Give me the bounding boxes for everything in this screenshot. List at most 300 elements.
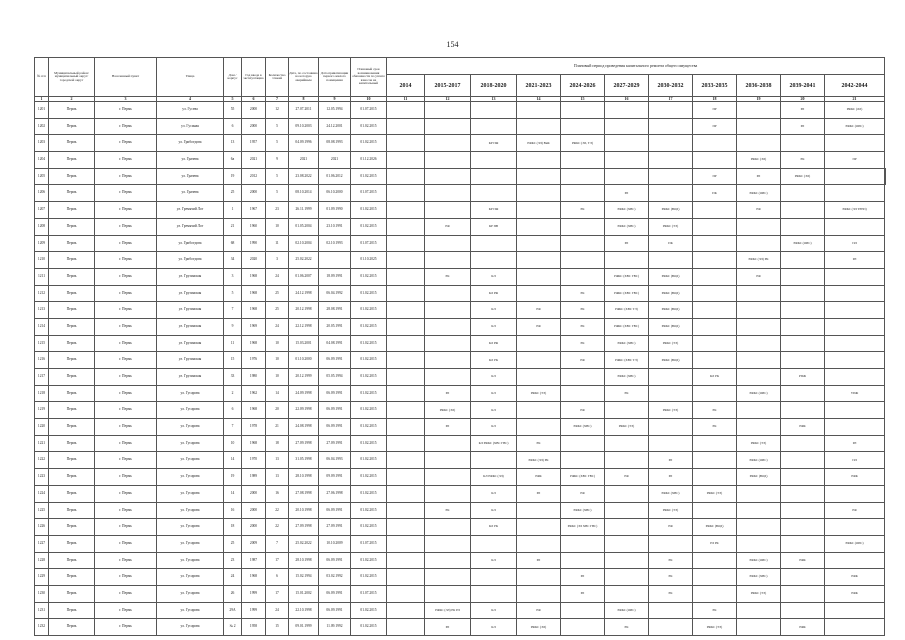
cell-house: 29А	[224, 602, 242, 619]
cell-num: 1219	[35, 402, 49, 419]
cell-date-privatization: 01.06.2012	[319, 168, 351, 185]
column-number: 6	[242, 97, 266, 102]
cell-house: 26	[224, 585, 242, 602]
cell-work: РФКС (ХВС)	[649, 485, 693, 502]
cell-work	[605, 168, 649, 185]
cell-house: 21	[224, 218, 242, 235]
cell-planned: 01.02.2015	[351, 135, 387, 152]
cell-num: 1211	[35, 268, 49, 285]
cell-work: РЛ	[649, 469, 693, 486]
cell-work: РЛ	[649, 452, 693, 469]
cell-street: ул. Гусарова	[157, 485, 224, 502]
cell-work: РЛ	[561, 569, 605, 586]
table-row	[35, 118, 886, 135]
cell-work	[781, 285, 825, 302]
cell-floors: 12	[266, 102, 289, 119]
cell-work	[387, 619, 425, 636]
cell-work: ПЛ	[825, 235, 885, 252]
cell-work	[387, 268, 425, 285]
cell-work	[693, 252, 737, 269]
cell-work	[561, 385, 605, 402]
cell-num: 1224	[35, 485, 49, 502]
table-row	[35, 185, 886, 202]
cell-work	[781, 519, 825, 536]
column-number: 4	[157, 97, 224, 102]
cell-date-emergency: 27.08.1998	[289, 485, 319, 502]
cell-work: РФ	[517, 302, 561, 319]
cell-work: ПР	[693, 168, 737, 185]
cell-street: ул. Грибоедова	[157, 252, 224, 269]
cell-year: 1968	[242, 435, 266, 452]
cell-work: УПЖ	[825, 385, 885, 402]
cell-work	[781, 452, 825, 469]
cell-district: Пермь	[49, 302, 95, 319]
cell-work	[649, 419, 693, 436]
table-row	[35, 135, 886, 152]
cell-work: РФКС (ЭЛ) РК	[517, 452, 561, 469]
column-number: 16	[605, 97, 649, 102]
cell-settlement: г. Пермь	[95, 569, 157, 586]
cell-work: КЛ РК	[471, 352, 517, 369]
cell-work: РФКС (ЭЛ)	[781, 168, 825, 185]
cell-district: Пермь	[49, 202, 95, 219]
cell-house: 6а	[224, 152, 242, 169]
cell-work	[781, 502, 825, 519]
cell-year: 1989	[242, 469, 266, 486]
cell-house: 19	[224, 469, 242, 486]
cell-work: РФКС (ЭЛ) РК РЛ	[425, 602, 471, 619]
cell-district: Пермь	[49, 602, 95, 619]
table-row	[35, 419, 886, 436]
cell-work	[649, 135, 693, 152]
cell-work	[561, 535, 605, 552]
cell-year: 1999	[242, 602, 266, 619]
cell-work	[649, 602, 693, 619]
cell-work	[605, 569, 649, 586]
cell-year: 2012	[242, 168, 266, 185]
cell-work: РЛ	[517, 552, 561, 569]
cell-planned: 01.02.2015	[351, 335, 387, 352]
cell-work	[781, 585, 825, 602]
cell-district: Пермь	[49, 619, 95, 636]
cell-street: ул. Грузинская	[157, 285, 224, 302]
cell-work: РФ	[649, 519, 693, 536]
cell-year: 2009	[242, 535, 266, 552]
header-street: Улица	[157, 58, 224, 97]
cell-work	[649, 102, 693, 119]
cell-work: РФКС (ОИС)	[737, 452, 781, 469]
cell-num: 1221	[35, 435, 49, 452]
cell-date-emergency: 27.09.1998	[289, 519, 319, 536]
cell-work: РЛ	[781, 102, 825, 119]
cell-work	[387, 168, 425, 185]
cell-street: ул. Гусарова	[157, 452, 224, 469]
cell-district: Пермь	[49, 152, 95, 169]
cell-work: РЛ	[425, 385, 471, 402]
cell-floors: 5	[266, 168, 289, 185]
header-district: Муниципальный район/муниципальный округ/городской округ	[49, 58, 95, 97]
cell-num: 1231	[35, 602, 49, 619]
cell-floors: 21	[266, 419, 289, 436]
table-row	[35, 285, 886, 302]
cell-work	[425, 552, 471, 569]
cell-work	[517, 152, 561, 169]
cell-settlement: г. Пермь	[95, 168, 157, 185]
cell-work: РК	[561, 318, 605, 335]
cell-work: РК	[605, 619, 649, 636]
header-date-privatization: Дата приватизации первого жилого помещения	[319, 58, 351, 97]
cell-street: ул. Гусарова	[157, 602, 224, 619]
cell-work: РЛ	[737, 168, 781, 185]
cell-work: РФКС (ХВС)	[561, 419, 605, 436]
cell-work	[737, 369, 781, 386]
cell-work	[517, 168, 561, 185]
cell-settlement: г. Пермь	[95, 185, 157, 202]
cell-work	[561, 235, 605, 252]
cell-work	[649, 185, 693, 202]
cell-work	[737, 485, 781, 502]
cell-work	[737, 118, 781, 135]
cell-work: РФКС (ЭЛ ХВС ГВС)	[561, 519, 605, 536]
cell-work	[561, 435, 605, 452]
cell-work	[605, 402, 649, 419]
cell-date-privatization: 06.10.2000	[319, 185, 351, 202]
cell-work: РФКС (ХВС ТЭ)	[605, 352, 649, 369]
cell-work: РК	[561, 335, 605, 352]
cell-work: КР ПВ	[471, 218, 517, 235]
cell-work	[425, 469, 471, 486]
cell-work	[425, 235, 471, 252]
cell-planned: 01.02.2015	[351, 452, 387, 469]
cell-floors: 22	[266, 519, 289, 536]
cell-street: ул. Грузинская	[157, 318, 224, 335]
cell-work	[517, 369, 561, 386]
column-number: 7	[266, 97, 289, 102]
cell-settlement: г. Пермь	[95, 469, 157, 486]
cell-planned: 01.02.2015	[351, 369, 387, 386]
cell-settlement: г. Пермь	[95, 602, 157, 619]
cell-work: РФК	[781, 619, 825, 636]
cell-work	[425, 152, 471, 169]
cell-work	[517, 202, 561, 219]
cell-work: КЛ РФ	[471, 335, 517, 352]
column-number: 5	[224, 97, 242, 102]
cell-settlement: г. Пермь	[95, 318, 157, 335]
cell-work	[781, 135, 825, 152]
table-row	[35, 435, 886, 452]
cell-work: ПР	[693, 102, 737, 119]
cell-work: КР ПФ	[471, 135, 517, 152]
cell-work	[825, 218, 885, 235]
cell-work	[517, 569, 561, 586]
table-row	[35, 235, 886, 252]
header-date-emergency: Дата, по состоянию на которую аварийным	[289, 58, 319, 97]
cell-date-emergency: 31.05.1998	[289, 452, 319, 469]
table-row	[35, 502, 886, 519]
cell-date-privatization: 27.09.1991	[319, 435, 351, 452]
cell-work: РФКС (ОИС)	[737, 185, 781, 202]
cell-work: РФК	[781, 419, 825, 436]
cell-work	[561, 268, 605, 285]
table-row	[35, 252, 886, 269]
cell-work	[825, 519, 885, 536]
cell-work	[781, 318, 825, 335]
cell-district: Пермь	[49, 135, 95, 152]
cell-floors: 10	[266, 218, 289, 235]
cell-work	[825, 419, 885, 436]
cell-house: 33	[224, 369, 242, 386]
cell-house: 14	[224, 485, 242, 502]
cell-work: КЛ	[471, 485, 517, 502]
cell-work: РФ	[561, 402, 605, 419]
cell-year: 1968	[242, 302, 266, 319]
cell-work	[517, 585, 561, 602]
cell-work	[693, 318, 737, 335]
cell-date-emergency: 15.02.1994	[289, 569, 319, 586]
cell-work: РК	[425, 268, 471, 285]
cell-date-privatization: 12.05.1994	[319, 102, 351, 119]
cell-work	[825, 318, 885, 335]
cell-date-privatization: 06.09.1991	[319, 352, 351, 369]
cell-work	[825, 552, 885, 569]
cell-date-privatization: 06.04.1993	[319, 452, 351, 469]
cell-district: Пермь	[49, 118, 95, 135]
cell-year: 1976	[242, 352, 266, 369]
cell-work	[471, 168, 517, 185]
cell-num: 1227	[35, 535, 49, 552]
cell-settlement: г. Пермь	[95, 268, 157, 285]
cell-work	[885, 168, 886, 185]
cell-work	[387, 102, 425, 119]
cell-house: 2	[224, 385, 242, 402]
cell-work	[781, 335, 825, 352]
cell-work: РФКС (ТЭ)	[649, 402, 693, 419]
cell-work: РФ	[605, 469, 649, 486]
cell-house: 5	[224, 285, 242, 302]
cell-work	[605, 152, 649, 169]
cell-num: 1209	[35, 235, 49, 252]
cell-work	[693, 385, 737, 402]
cell-settlement: г. Пермь	[95, 619, 157, 636]
cell-work	[781, 385, 825, 402]
cell-work	[387, 419, 425, 436]
cell-street: ул. Гусарова	[157, 435, 224, 452]
cell-floors: 13	[266, 452, 289, 469]
cell-work	[605, 135, 649, 152]
cell-year: 2000	[242, 185, 266, 202]
cell-work	[387, 135, 425, 152]
cell-planned: 01.02.2015	[351, 285, 387, 302]
cell-work	[561, 369, 605, 386]
cell-work	[825, 335, 885, 352]
cell-work	[561, 185, 605, 202]
cell-work	[387, 318, 425, 335]
cell-district: Пермь	[49, 435, 95, 452]
cell-year: 1960	[242, 218, 266, 235]
cell-work	[387, 218, 425, 235]
cell-work	[517, 185, 561, 202]
column-number: 14	[517, 97, 561, 102]
cell-date-privatization: 05.05.1994	[319, 369, 351, 386]
cell-work	[737, 318, 781, 335]
cell-date-emergency: 28.10.1998	[289, 552, 319, 569]
cell-work: РЛ	[825, 435, 885, 452]
cell-work	[781, 218, 825, 235]
cell-work: РФКС (ВОД)	[737, 469, 781, 486]
header-house: Дом / корпус	[224, 58, 242, 97]
cell-planned: 01.07.2015	[351, 185, 387, 202]
column-number: 3	[95, 97, 157, 102]
cell-street: ул. Грибоедова	[157, 135, 224, 152]
cell-floors: 5	[266, 135, 289, 152]
header-year: 2039-2041	[781, 75, 825, 97]
header-num: № п/п	[35, 58, 49, 97]
cell-date-privatization: 10.10.2009	[319, 535, 351, 552]
cell-work	[781, 352, 825, 369]
cell-num: 1213	[35, 302, 49, 319]
cell-work	[781, 252, 825, 269]
cell-num: 1214	[35, 318, 49, 335]
cell-work	[561, 168, 605, 185]
cell-district: Пермь	[49, 385, 95, 402]
cell-floors: 13	[266, 469, 289, 486]
cell-year: 1969	[242, 318, 266, 335]
cell-work	[387, 302, 425, 319]
cell-floors: 22	[266, 502, 289, 519]
cell-district: Пермь	[49, 452, 95, 469]
cell-work	[781, 469, 825, 486]
cell-work	[471, 102, 517, 119]
cell-work: КЛ	[471, 552, 517, 569]
column-number: 20	[781, 97, 825, 102]
cell-num: 1206	[35, 185, 49, 202]
cell-street: ул. Грачева	[157, 152, 224, 169]
cell-work	[649, 152, 693, 169]
cell-settlement: г. Пермь	[95, 335, 157, 352]
cell-num: 1217	[35, 369, 49, 386]
cell-date-emergency: 22.10.1998	[289, 602, 319, 619]
cell-work: РФ	[561, 485, 605, 502]
cell-floors: 25	[266, 302, 289, 319]
cell-district: Пермь	[49, 469, 95, 486]
cell-settlement: г. Пермь	[95, 235, 157, 252]
table-row	[35, 369, 886, 386]
cell-district: Пермь	[49, 535, 95, 552]
table-row	[35, 352, 886, 369]
cell-work	[387, 552, 425, 569]
cell-district: Пермь	[49, 369, 95, 386]
cell-work: РФКС (ВОД)	[649, 202, 693, 219]
cell-date-emergency: 23.08.2022	[289, 168, 319, 185]
header-year: 2027-2029	[605, 75, 649, 97]
cell-work	[693, 218, 737, 235]
table-row	[35, 102, 886, 119]
cell-num: 1202	[35, 118, 49, 135]
cell-work	[425, 118, 471, 135]
cell-work: РФКС (ТЭ)	[693, 485, 737, 502]
cell-date-privatization: 23.10.1991	[319, 218, 351, 235]
header-year: 2030-2032	[649, 75, 693, 97]
cell-street: ул. Гусарова	[157, 619, 224, 636]
cell-date-privatization: 11.09.1992	[319, 619, 351, 636]
cell-work	[693, 335, 737, 352]
cell-work	[387, 452, 425, 469]
cell-year: 1978	[242, 419, 266, 436]
table-row	[35, 619, 886, 636]
cell-date-emergency: 04.09.1996	[289, 135, 319, 152]
cell-work	[781, 202, 825, 219]
cell-num: 1232	[35, 619, 49, 636]
cell-work: РЛ	[425, 619, 471, 636]
cell-floors: 15	[266, 619, 289, 636]
cell-date-privatization: 08.08.1993	[319, 135, 351, 152]
cell-floors: 3	[266, 252, 289, 269]
cell-work	[517, 502, 561, 519]
cell-work	[737, 235, 781, 252]
cell-work: КЛ	[471, 402, 517, 419]
cell-work	[517, 335, 561, 352]
cell-work	[425, 452, 471, 469]
cell-settlement: г. Пермь	[95, 369, 157, 386]
cell-work: КЛ РК	[693, 369, 737, 386]
cell-work	[387, 335, 425, 352]
cell-date-emergency: 22.12.1998	[289, 318, 319, 335]
cell-work	[693, 502, 737, 519]
cell-work	[825, 135, 885, 152]
column-number: 1	[35, 97, 49, 102]
cell-floors: 24	[266, 602, 289, 619]
cell-work	[425, 352, 471, 369]
cell-settlement: г. Пермь	[95, 485, 157, 502]
cell-floors: 18	[266, 435, 289, 452]
cell-work: РЛ	[825, 252, 885, 269]
cell-year: 1980	[242, 369, 266, 386]
cell-house: 7	[224, 302, 242, 319]
cell-year: 2000	[242, 118, 266, 135]
cell-work: РЛ	[605, 185, 649, 202]
cell-planned: 01.02.2015	[351, 218, 387, 235]
cell-work	[517, 402, 561, 419]
cell-planned: 01.02.2015	[351, 469, 387, 486]
cell-work: РФК	[781, 552, 825, 569]
cell-num: 1210	[35, 252, 49, 269]
cell-street: ул. Гусарова	[157, 569, 224, 586]
cell-date-privatization	[319, 252, 351, 269]
cell-floors: 5	[266, 118, 289, 135]
cell-street: ул. Грузинская	[157, 268, 224, 285]
cell-district: Пермь	[49, 268, 95, 285]
cell-work	[605, 435, 649, 452]
cell-year: 1999	[242, 585, 266, 602]
cell-work	[737, 285, 781, 302]
cell-work	[825, 402, 885, 419]
cell-floors: 14	[266, 385, 289, 402]
cell-year: 2021	[242, 152, 266, 169]
cell-num: 1208	[35, 218, 49, 235]
header-floors: Количество этажей	[266, 58, 289, 97]
cell-floors: 17	[266, 585, 289, 602]
cell-num: 1228	[35, 552, 49, 569]
cell-planned: 01.07.2015	[351, 235, 387, 252]
cell-work: ПЛ	[825, 452, 885, 469]
cell-num: 1205	[35, 168, 49, 185]
cell-work	[387, 585, 425, 602]
cell-year: 1990	[242, 235, 266, 252]
cell-work: РФКС (ТЭ)	[649, 502, 693, 519]
cell-year: 1968	[242, 268, 266, 285]
cell-work: РФКС (ЭЛ, ТЭ)	[561, 135, 605, 152]
cell-work	[737, 535, 781, 552]
